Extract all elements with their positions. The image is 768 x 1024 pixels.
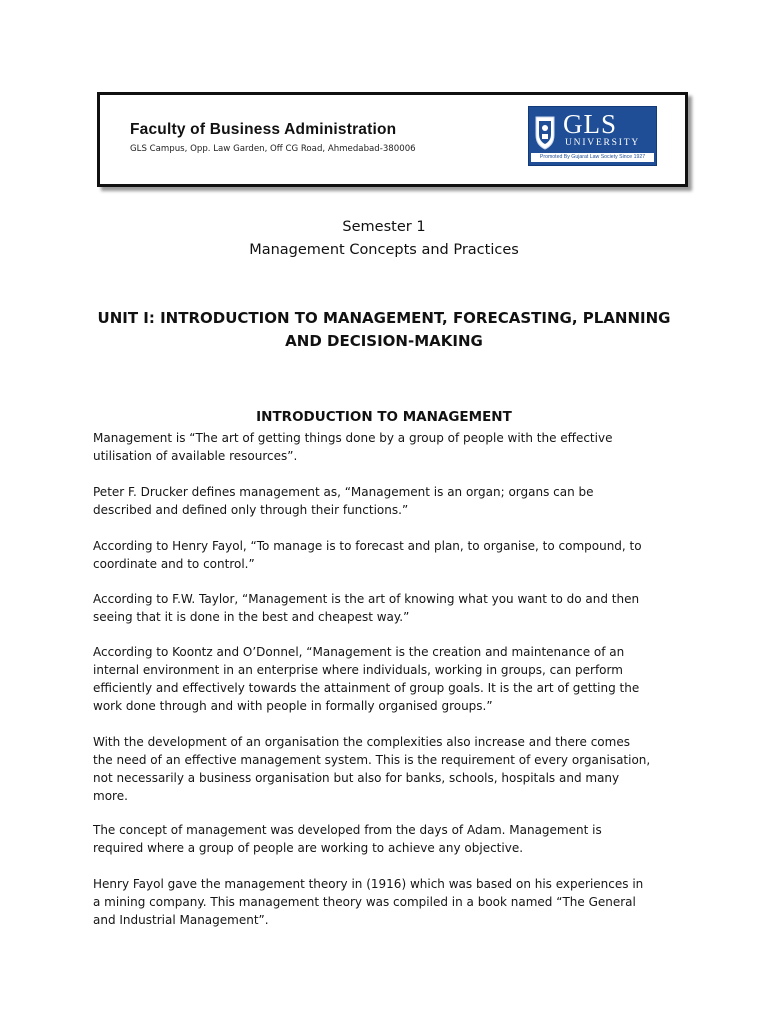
paragraph: With the development of an organisation the complexities also increase and there comes the need of an effective management system. This is the requirement of every organisation, not necessarily a business organisation but also for banks, schools, hospitals and many more. xyxy=(93,735,651,803)
faculty-title: Faculty of Business Administration xyxy=(130,121,397,138)
university-logo xyxy=(528,106,657,166)
logo-name: GLS xyxy=(563,109,618,139)
paragraph: According to F.W. Taylor, “Management is the art of knowing what you want to do and then seeing that it is done in the best and cheapest way.” xyxy=(93,592,640,624)
paragraph: According to Henry Fayol, “To manage is to forecast and plan, to organise, to compound, to coordinate and to control.” xyxy=(93,539,642,571)
logo-strip: Promoted By Gujarat Law Society Since 1927 xyxy=(531,153,654,162)
header-box xyxy=(97,92,688,187)
section-heading: INTRODUCTION TO MANAGEMENT xyxy=(256,409,512,425)
paragraph: Management is “The art of getting things done by a group of people with the effective utilisation of available resources”. xyxy=(93,431,613,463)
paragraph: The concept of management was developed from the days of Adam. Management is required where a group of people are working to achieve any objective. xyxy=(93,823,602,855)
paragraph: According to Koontz and O’Donnel, “Management is the creation and maintenance of an internal environment in an enterprise where individuals, working in groups, can perform efficiently and effectively towards the attainment of group goals. It is the art of getting the work done through and with people in formally organised groups.” xyxy=(93,645,640,713)
paragraph: Henry Fayol gave the management theory in (1916) which was based on his experiences in a mining company. This management theory was compiled in a book named “The General and Industrial Management”. xyxy=(93,877,644,927)
logo-subtitle: UNIVERSITY xyxy=(565,138,640,148)
unit-title-line1: UNIT I: INTRODUCTION TO MANAGEMENT, FORECASTING, PLANNING xyxy=(97,309,671,327)
unit-title-line2: AND DECISION-MAKING xyxy=(285,332,483,350)
paragraph: Peter F. Drucker defines management as, “Management is an organ; organs can be described and defined only through their functions.” xyxy=(93,485,594,517)
faculty-address: GLS Campus, Opp. Law Garden, Off CG Road, Ahmedabad-380006 xyxy=(130,144,416,154)
subject-title: Management Concepts and Practices xyxy=(249,242,519,258)
seal-icon xyxy=(534,113,556,151)
semester-label: Semester 1 xyxy=(342,219,426,235)
